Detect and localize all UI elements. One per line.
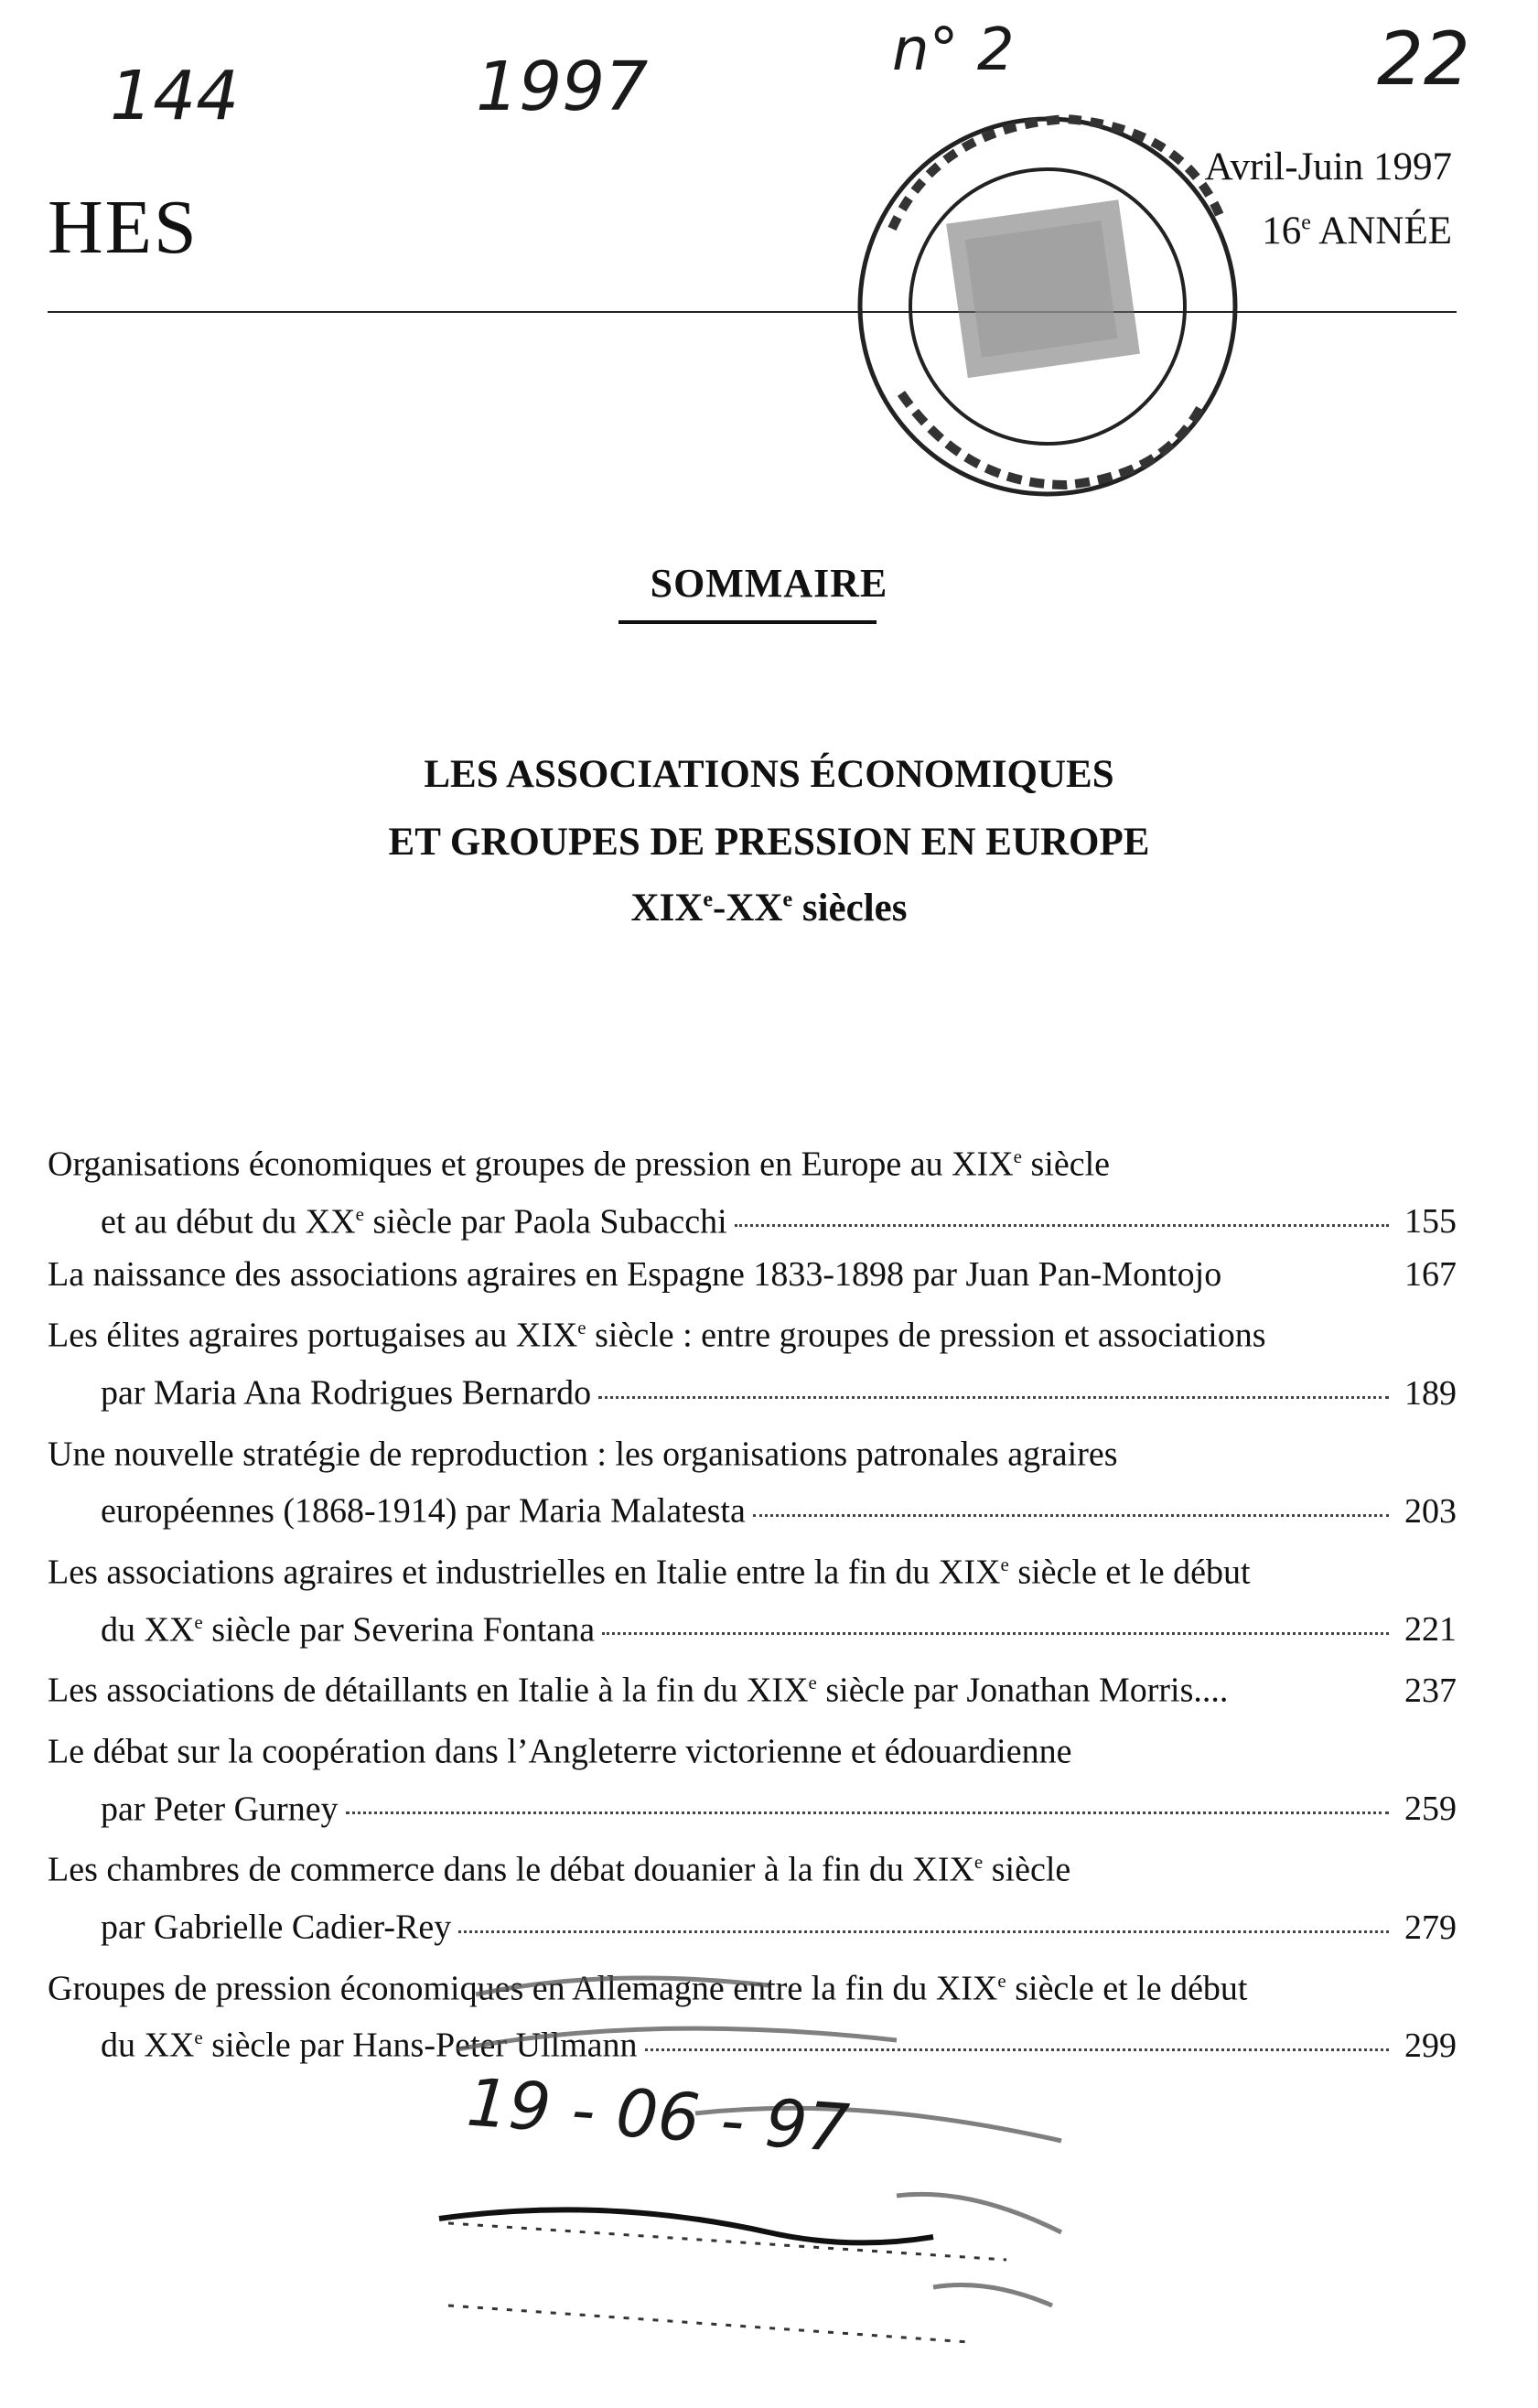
toc-entry-title: Les associations de détaillants en Italie à la fin du XIXe siècle par Jonathan Morris....	[48, 1671, 1229, 1710]
dossier-century-a: XIX	[630, 887, 704, 930]
library-stamp-icon	[828, 91, 1267, 512]
page-heading: SOMMAIRE	[650, 561, 888, 606]
toc-entry-author: du XXe siècle par Severina Fontana	[101, 1610, 596, 1650]
toc-entry-title: Groupes de pression économiques en Allemagne entre la fin du XIXe siècle et le début	[48, 1969, 1248, 2008]
toc-page-number: 155	[1404, 1202, 1457, 1242]
dot-leader	[598, 1396, 1389, 1399]
toc-entry-author: par Gabrielle Cadier-Rey	[101, 1908, 452, 1947]
dossier-sup-2: e	[782, 887, 793, 912]
toc-entry-author: par Maria Ana Rodrigues Bernardo	[101, 1373, 592, 1413]
dossier-century-label: siècles	[792, 887, 908, 930]
toc-entry[interactable]	[48, 1132, 1457, 1246]
table-of-contents	[48, 1132, 1457, 2074]
toc-entry-title: Les associations agraires et industrielles en Italie entre la fin du XIXe siècle et le début	[48, 1553, 1251, 1592]
year-label: ANNÉE	[1318, 210, 1452, 253]
year-superscript: e	[1301, 210, 1311, 235]
dossier-century-b: -XX	[713, 887, 783, 930]
year-number: 16	[1262, 210, 1302, 253]
registration-date: 19 - 06 - 97	[464, 2063, 852, 2167]
dot-leader	[735, 1224, 1389, 1227]
handwritten-year: 1997	[476, 48, 649, 126]
toc-page-number: 189	[1404, 1373, 1457, 1413]
toc-entry[interactable]	[48, 1250, 1457, 1299]
toc-entry[interactable]	[48, 1422, 1457, 1536]
dot-leader	[753, 1514, 1389, 1517]
toc-entry-title: Organisations économiques et groupes de pression en Europe au XIXe siècle	[48, 1145, 1110, 1184]
toc-page-number: 167	[1404, 1255, 1457, 1295]
toc-page-number: 279	[1404, 1908, 1457, 1947]
toc-entry-title: Une nouvelle stratégie de reproduction : les organisations patronales agraires	[48, 1435, 1118, 1474]
toc-entry-author: et au début du XXe siècle par Paola Subacchi	[101, 1202, 727, 1242]
dot-leader	[346, 1811, 1389, 1814]
toc-entry-author: par Peter Gurney	[101, 1790, 339, 1829]
dot-leader	[458, 1930, 1389, 1933]
heading-underline	[618, 620, 877, 624]
handwritten-issue-number: n° 2	[892, 16, 1015, 84]
toc-entry[interactable]	[48, 1837, 1457, 1951]
toc-entry[interactable]	[48, 1719, 1457, 1833]
handwritten-number-144: 144	[110, 57, 240, 135]
toc-entry-author: du XXe siècle par Hans-Peter Ullmann	[101, 2026, 638, 2065]
dot-leader	[602, 1632, 1389, 1635]
toc-entry[interactable]	[48, 1303, 1457, 1417]
dossier-title-line-3	[0, 886, 1538, 930]
toc-entry-title: La naissance des associations agraires en Espagne 1833-1898 par Juan Pan-Montojo	[48, 1255, 1222, 1295]
dossier-title-line-1: LES ASSOCIATIONS ÉCONOMIQUES	[424, 753, 1114, 796]
toc-page-number: 221	[1404, 1610, 1457, 1650]
journal-title: HES	[48, 185, 199, 270]
toc-page-number: 259	[1404, 1790, 1457, 1829]
toc-page-number: 203	[1404, 1491, 1457, 1531]
issue-year	[1262, 209, 1452, 253]
dossier-title-line-2: ET GROUPES DE PRESSION EN EUROPE	[388, 821, 1150, 864]
handwritten-number-22: 22	[1377, 16, 1470, 102]
toc-page-number: 299	[1404, 2026, 1457, 2065]
registration-stamp-icon	[421, 1958, 1153, 2397]
toc-entry-title: Les chambres de commerce dans le débat douanier à la fin du XIXe siècle	[48, 1850, 1071, 1889]
toc-entry[interactable]	[48, 1658, 1457, 1715]
toc-page-number: 237	[1404, 1671, 1457, 1710]
toc-entry-author: européennes (1868-1914) par Maria Malatesta	[101, 1491, 746, 1531]
issue-period: Avril-Juin 1997	[1204, 145, 1452, 188]
toc-entry-title: Les élites agraires portugaises au XIXe siècle : entre groupes de pression et associations	[48, 1316, 1266, 1355]
toc-entry[interactable]	[48, 1540, 1457, 1654]
dossier-sup-1: e	[703, 887, 714, 912]
toc-entry-title: Le débat sur la coopération dans l’Angleterre victorienne et édouardienne	[48, 1732, 1072, 1771]
